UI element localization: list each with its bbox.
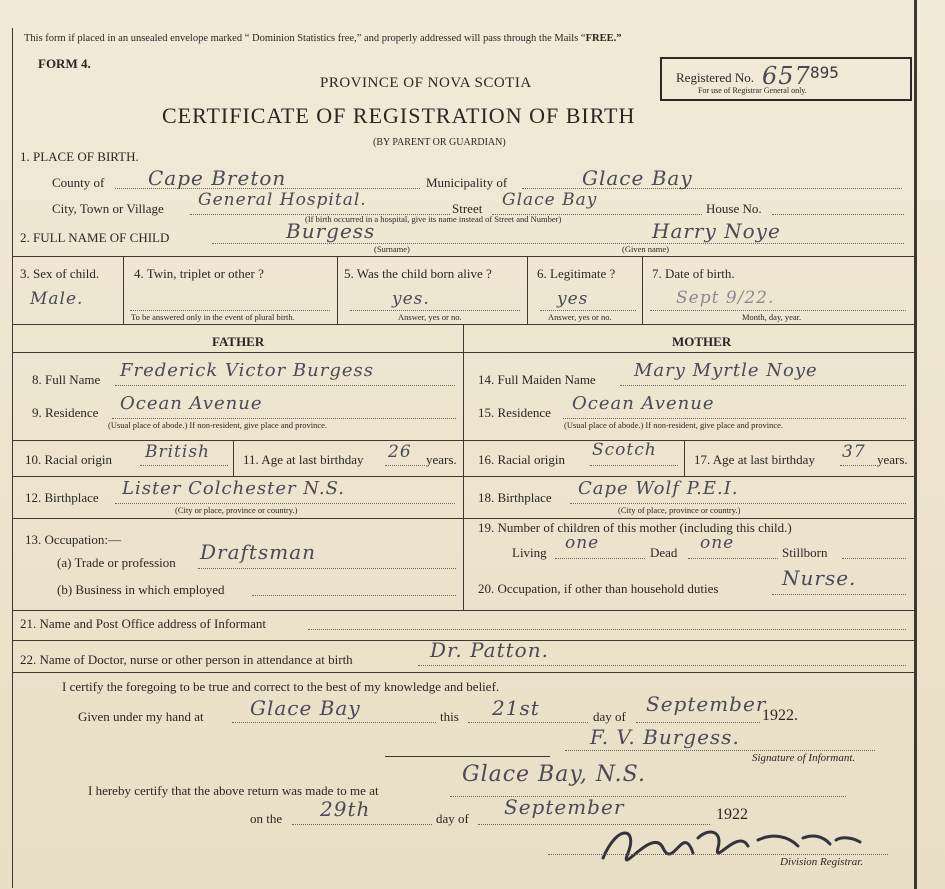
province-heading: PROVINCE OF NOVA SCOTIA xyxy=(320,75,532,91)
twin-note: To be answered only in the event of plural birth. xyxy=(131,312,295,322)
dead-value: one xyxy=(700,533,735,553)
father-age-value: 26 xyxy=(388,442,412,462)
date-note: Month, day, year. xyxy=(742,312,802,322)
mother-occupation-label: 20. Occupation, if other than household duties xyxy=(478,581,719,596)
given-day-of-label: day of xyxy=(593,709,626,724)
dead-label: Dead xyxy=(650,545,678,560)
living-value: one xyxy=(565,533,600,553)
informant-label: 21. Name and Post Office address of Informant xyxy=(20,616,266,631)
street-value: Glace Bay xyxy=(502,190,598,210)
mother-birthplace-value: Cape Wolf P.E.I. xyxy=(578,478,739,499)
father-name-value: Frederick Victor Burgess xyxy=(120,360,374,381)
father-trade-label: (a) Trade or profession xyxy=(57,555,176,570)
county-value: Cape Breton xyxy=(148,166,287,190)
registration-year-value: 1922 xyxy=(716,806,748,823)
mother-residence-note: (Usual place of abode.) If non-resident, give place and province. xyxy=(564,420,784,430)
separator-rule xyxy=(385,756,550,757)
registrar-certify-label: I hereby certify that the above return was made to me at xyxy=(88,783,379,798)
father-racial-label: 10. Racial origin xyxy=(25,452,113,467)
father-residence-note: (Usual place of abode.) If non-resident, give place and province. xyxy=(108,420,328,430)
mother-age-label: 17. Age at last birthday xyxy=(694,452,815,467)
given-day-value: 21st xyxy=(492,696,540,720)
mother-occupation-value: Nurse. xyxy=(782,566,857,590)
alive-note: Answer, yes or no. xyxy=(398,312,462,322)
surname-note: (Surname) xyxy=(374,244,410,254)
right-border xyxy=(914,0,917,889)
mother-heading: MOTHER xyxy=(672,334,732,349)
father-occupation-label: 13. Occupation:— xyxy=(25,532,122,547)
father-name-label: 8. Full Name xyxy=(32,372,101,387)
left-border xyxy=(12,28,13,888)
mother-children-label: 19. Number of children of this mother (including this child.) xyxy=(478,520,792,535)
twin-label: 4. Twin, triplet or other ? xyxy=(134,266,264,281)
mother-birthplace-label: 18. Birthplace xyxy=(478,490,552,505)
sex-value: Male. xyxy=(30,289,84,309)
on-the-label: on the xyxy=(250,811,283,826)
registration-month-value: September xyxy=(504,795,625,819)
father-racial-value: British xyxy=(145,442,210,462)
certificate-subtitle: (BY PARENT OR GUARDIAN) xyxy=(373,137,506,148)
mother-name-value: Mary Myrtle Noye xyxy=(634,360,818,381)
mother-birthplace-note: (City of place, province or country.) xyxy=(618,505,741,515)
father-residence-value: Ocean Avenue xyxy=(120,393,263,414)
municipality-value: Glace Bay xyxy=(582,166,693,190)
given-year-value: 1922. xyxy=(762,707,798,724)
legit-value: yes xyxy=(557,289,589,309)
county-label: County of xyxy=(52,175,105,190)
parents-divider xyxy=(463,324,464,610)
father-business-label: (b) Business in which employed xyxy=(57,582,225,597)
mother-racial-value: Scotch xyxy=(592,440,657,460)
registrar-note: For use of Registrar General only. xyxy=(698,86,807,95)
informant-signature-label: Signature of Informant. xyxy=(752,752,856,764)
living-label: Living xyxy=(512,545,547,560)
rule-row3-top xyxy=(12,256,914,257)
mother-racial-label: 16. Racial origin xyxy=(478,452,566,467)
stillborn-label: Stillborn xyxy=(782,545,828,560)
child-surname-value: Burgess xyxy=(286,219,376,243)
street-label: Street xyxy=(452,201,483,216)
place-of-birth-heading: 1. PLACE OF BIRTH. xyxy=(20,149,139,164)
registration-day-value: 29th xyxy=(320,797,371,821)
given-name-note: (Given name) xyxy=(622,244,669,254)
given-place-value: Glace Bay xyxy=(250,696,361,720)
municipality-label: Municipality of xyxy=(426,175,508,190)
legit-label: 6. Legitimate ? xyxy=(537,266,616,281)
certify-statement: I certify the foregoing to be true and correct to the best of my knowledge and belief. xyxy=(62,679,500,694)
certificate-title: CERTIFICATE OF REGISTRATION OF BIRTH xyxy=(162,103,636,128)
mother-years: years. xyxy=(877,452,908,467)
mail-notice: This form if placed in an unsealed envelope marked “ Dominion Statistics free,” and properly addressed will pass through the Mails “FREE.” xyxy=(24,33,622,44)
father-birthplace-note: (City or place, province or country.) xyxy=(175,505,298,515)
informant-signature: F. V. Burgess. xyxy=(590,725,740,749)
registered-stamp: 895 xyxy=(810,63,839,82)
mother-name-label: 14. Full Maiden Name xyxy=(478,372,596,387)
given-month-value: September xyxy=(646,692,767,716)
city-value: General Hospital. xyxy=(198,190,367,210)
alive-label: 5. Was the child born alive ? xyxy=(344,266,492,281)
house-label: House No. xyxy=(706,201,762,216)
sex-label: 3. Sex of child. xyxy=(20,266,100,281)
registration-day-of-label: day of xyxy=(436,811,469,826)
father-heading: FATHER xyxy=(212,334,265,349)
form-number: FORM 4. xyxy=(38,56,91,71)
father-residence-label: 9. Residence xyxy=(32,405,99,420)
date-value: Sept 9/22. xyxy=(676,288,775,308)
given-under-hand-label: Given under my hand at xyxy=(78,709,204,724)
city-label: City, Town or Village xyxy=(52,201,164,216)
mother-age-value: 37 xyxy=(842,442,866,462)
father-birthplace-label: 12. Birthplace xyxy=(25,490,99,505)
mother-residence-label: 15. Residence xyxy=(478,405,551,420)
father-birthplace-value: Lister Colchester N.S. xyxy=(122,478,346,499)
child-given-value: Harry Noye xyxy=(652,219,781,243)
legit-note: Answer, yes or no. xyxy=(548,312,612,322)
hospital-note: (If birth occurred in a hospital, give its name instead of Street and Number) xyxy=(305,214,562,224)
registered-label: Registered No. xyxy=(676,70,754,85)
father-years: years. xyxy=(426,452,457,467)
date-label: 7. Date of birth. xyxy=(652,266,735,281)
registrar-place-value: Glace Bay, N.S. xyxy=(462,762,646,787)
father-age-label: 11. Age at last birthday xyxy=(243,452,364,467)
division-registrar-label: Division Registrar. xyxy=(780,856,864,868)
father-trade-value: Draftsman xyxy=(200,540,316,564)
alive-value: yes. xyxy=(392,289,430,309)
child-name-label: 2. FULL NAME OF CHILD xyxy=(20,230,170,245)
mother-residence-value: Ocean Avenue xyxy=(572,393,715,414)
doctor-label: 22. Name of Doctor, nurse or other person in attendance at birth xyxy=(20,652,353,667)
doctor-value: Dr. Patton. xyxy=(430,638,549,662)
this-label: this xyxy=(440,709,459,724)
registered-number: 657 xyxy=(762,62,811,90)
